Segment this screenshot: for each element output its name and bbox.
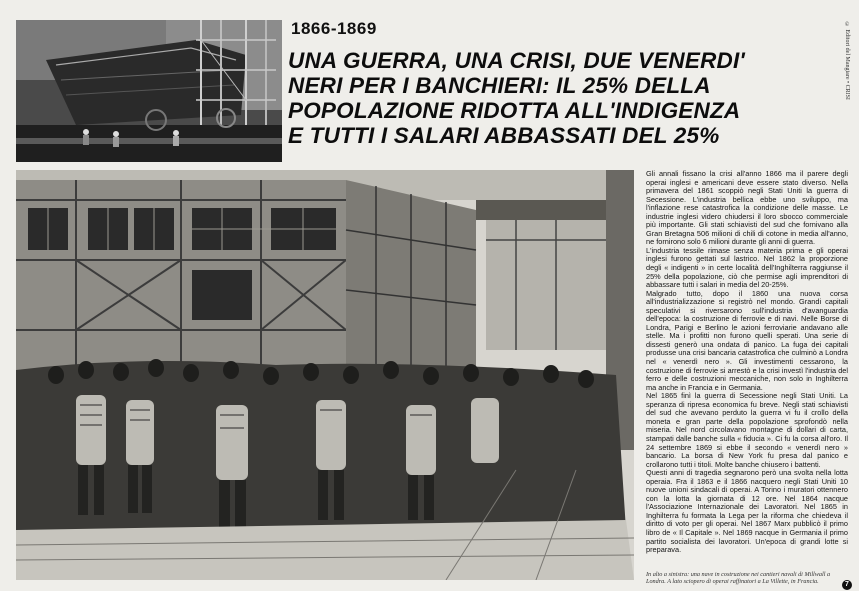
headline-line: POPOLAZIONE RIDOTTA ALL'INDIGENZA — [288, 98, 741, 123]
years-heading: 1866-1869 — [291, 19, 377, 38]
article-paragraph: Gli annali fissano la crisi all'anno 1866 ma il parere degli operai inglesi e americani deve essere stato diverso. Nella primavera del 1861 scoppiò negli Stati Uniti la guerra di Secessione. L'industria bellica ebbe uno sviluppo, ma l'inflazione rese catastrofica la condizione delle masse. Le industrie inglesi videro chiudersi il loro sbocco commerciale più importante. Gli stati schiavisti del sud che fornivano alla Gran Bretagna 506 milioni di chili di cotone in media all'anno, ne fornirono solo 6 milioni durante gli anni di guerra. — [646, 170, 848, 247]
article-paragraph: Questi anni di tragedia segnarono però una svolta nella lotta operaia. Fra il 1863 e il 1866 nacquero negli Stati Uniti 10 nuove unioni sindacali di operai. A Torino i muratori ottennero con la lotta la giornata di 12 ore. Nel 1864 nacque l'Associazione Internazionale dei Lavoratori. Nel 1865 in Inghilterra fu formata la Lega per la riforma che chiedeva il diritto di voto per gli operai. Nel 1867 Marx pubblicò il primo libro de « Il Capitale ». Nel 1869 nacque in Germania il primo partito socialista dei lavoratori. Un'epoca di grandi lotte si preparava. — [646, 468, 848, 555]
photo-caption: In alto a sinistra: una nave in costruzione nei cantieri navali di Millwall a Londra. A lato sciopero di operai raffinatori a La Villette, in Francia. — [646, 571, 831, 585]
article-paragraph: L'industria tessile rimase senza materia prima e gli operai inglesi furono gettati sul lastrico. Nel 1862 la proporzione degli « indigenti » in certe località dell'Inghilterra raggiunse il 25% della popolazione, ciò che permise agli imprenditori di abbassare tutti i salari in media del 20-25%. — [646, 245, 848, 290]
headline — [288, 48, 848, 148]
ship-construction-photo — [16, 20, 282, 162]
article-paragraph: Nel 1865 finì la guerra di Secessione negli Stati Uniti. La speranza di ripresa economica fu breve. Negli stati schiavisti del sud che avevano perduto la guerra vi fu il crollo della moneta e gran parte della popolazione sprofondò nella miseria. Nel nord circolavano montagne di dollari di carta, stampati dalle banche sulla « fiducia ». Ci fu la corsa all'oro. Il 24 settembre 1869 si ebbe il secondo « venerdì nero » bancario. La borsa di New York fu presa dal panico e crollarono tutti i titoli. Molte banche chiusero i battenti. — [646, 391, 848, 469]
strike-engraving-illustration — [16, 170, 634, 580]
headline-line: NERI PER I BANCHIERI: IL 25% DELLA — [288, 73, 711, 98]
headline-line: E TUTTI I SALARI ABBASSATI DEL 25% — [288, 123, 720, 148]
page-number: 7 — [842, 580, 852, 590]
headline-line: UNA GUERRA, UNA CRISI, DUE VENERDI' — [288, 48, 745, 73]
side-credit: © Editori del Mangiare • CRISI — [844, 22, 850, 100]
article-paragraph: Malgrado tutto, dopo il 1860 una nuova corsa all'industrializzazione si registrò nel mondo. Grandi capitali speculativi si riversarono sull'industria d'avanguardia dell'epoca: la costruzione di ferrovie e di navi. Nelle Borse di Londra, Parigi e Berlino le azioni ferroviarie andavano alle stelle. Ma i profitti non furono quelli sperati. Una serie di dissesti generò una ondata di panico. La fuga dei capitali produsse una crisi bancaria catastrofica che culminò a Londra nel « venerdì nero ». Gli investimenti cessarono, la costruzione di ferrovie si arrestò e la crisi investì l'industria del ferro e delle costruzioni meccaniche, non solo in Inghilterra ma anche in Francia e in Germania. — [646, 288, 848, 392]
article-body — [646, 170, 848, 570]
